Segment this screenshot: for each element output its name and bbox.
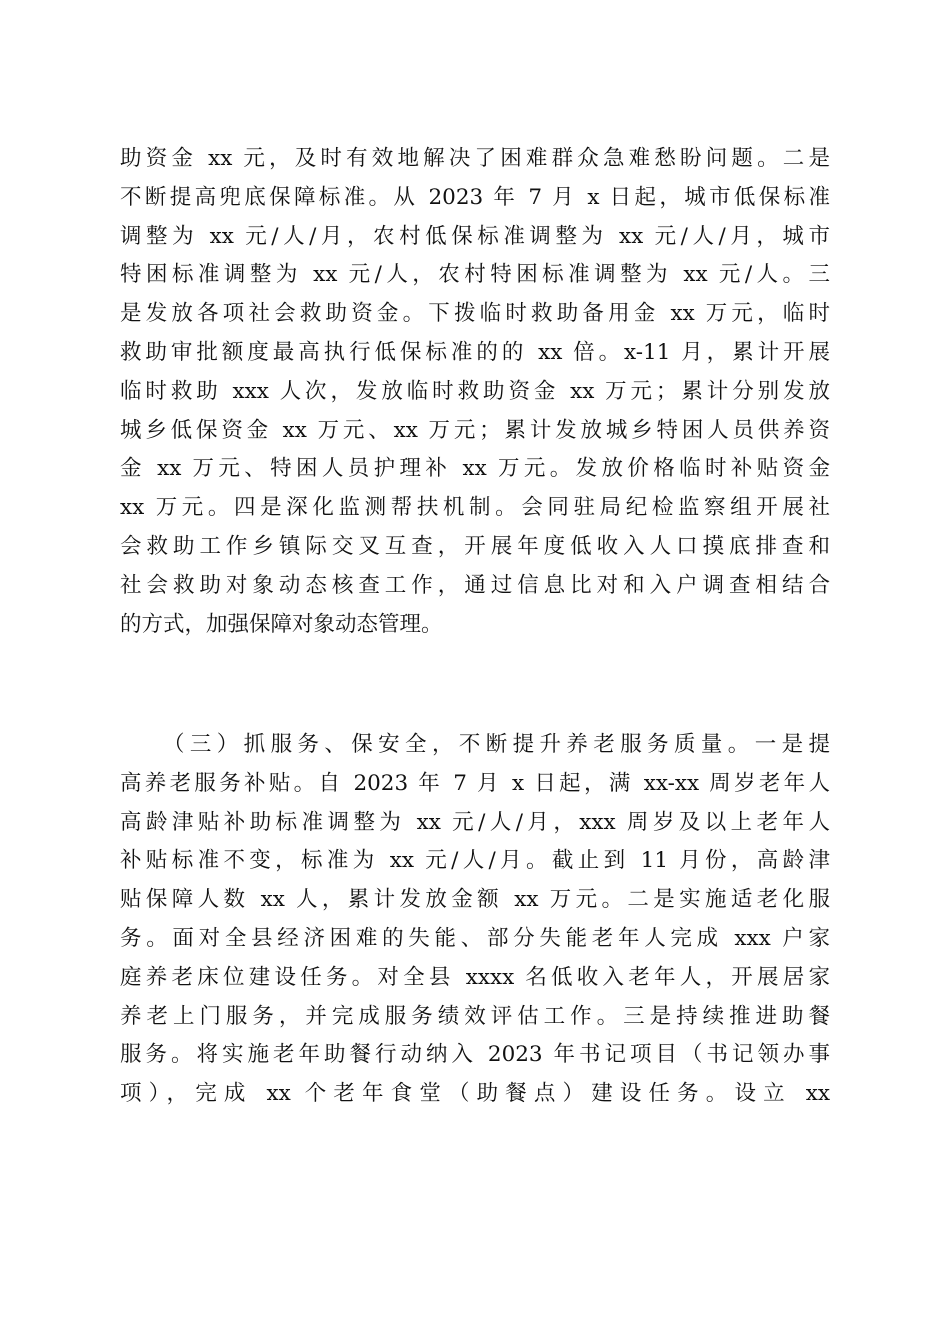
text-line: 社会救助对象动态核查工作，通过信息比对和入户调查相结合 [120, 572, 830, 598]
text-line: 服务。将实施老年助餐行动纳入 2023 年书记项目（书记领办事 [120, 1042, 830, 1068]
text-line: 是发放各项社会救助资金。下拨临时救助备用金 xx 万元，临时 [120, 301, 830, 327]
text-line: 务。面对全县经济困难的失能、部分失能老年人完成 xxx 户家 [120, 925, 830, 951]
text-line: 项），完成 xx 个老年食堂（助餐点）建设任务。设立 xx [120, 1081, 830, 1107]
text-line: 养老上门服务，并完成服务绩效评估工作。三是持续推进助餐 [120, 1003, 830, 1029]
text-line: xx 万元。四是深化监测帮扶机制。会同驻局纪检监察组开展社 [120, 495, 830, 521]
text-line: 城乡低保资金 xx 万元、xx 万元；累计发放城乡特困人员供养资 [120, 417, 830, 443]
text-line: 高龄津贴补助标准调整为 xx 元/人/月，xxx 周岁及以上老年人 [120, 809, 830, 835]
text-line: 高养老服务补贴。自 2023 年 7 月 x 日起，满 xx-xx 周岁老年人 [120, 770, 830, 796]
text-line: 补贴标准不变，标准为 xx 元/人/月。截止到 11 月份，高龄津 [120, 848, 830, 874]
text-line: 调整为 xx 元/人/月，农村低保标准调整为 xx 元/人/月，城市 [120, 223, 830, 249]
section-heading-line: （三）抓服务、保安全，不断提升养老服务质量。一是提 [163, 732, 830, 757]
text-line: 贴保障人数 xx 人，累计发放金额 xx 万元。二是实施适老化服 [120, 887, 830, 913]
paragraph-elderly-services [120, 726, 830, 1114]
text-line: 庭养老床位建设任务。对全县 xxxx 名低收入老年人，开展居家 [120, 964, 830, 990]
text-line: 助资金 xx 元，及时有效地解决了困难群众急难愁盼问题。二是 [120, 146, 830, 171]
text-line: 特困标准调整为 xx 元/人，农村特困标准调整为 xx 元/人。三 [120, 262, 830, 288]
text-line: 金 xx 万元、特困人员护理补 xx 万元。发放价格临时补贴资金 [120, 456, 830, 482]
text-line: 的方式，加强保障对象动态管理。 [120, 611, 443, 637]
paragraph-social-assistance [120, 140, 830, 644]
text-line: 会救助工作乡镇际交叉互查，开展年度低收入人口摸底排查和 [120, 533, 830, 559]
text-line: 不断提高兜底保障标准。从 2023 年 7 月 x 日起，城市低保标准 [120, 184, 830, 210]
text-line: 临时救助 xxx 人次，发放临时救助资金 xx 万元；累计分别发放 [120, 378, 830, 404]
text-line: 救助审批额度最高执行低保标准的的 xx 倍。x-11 月，累计开展 [120, 339, 830, 365]
